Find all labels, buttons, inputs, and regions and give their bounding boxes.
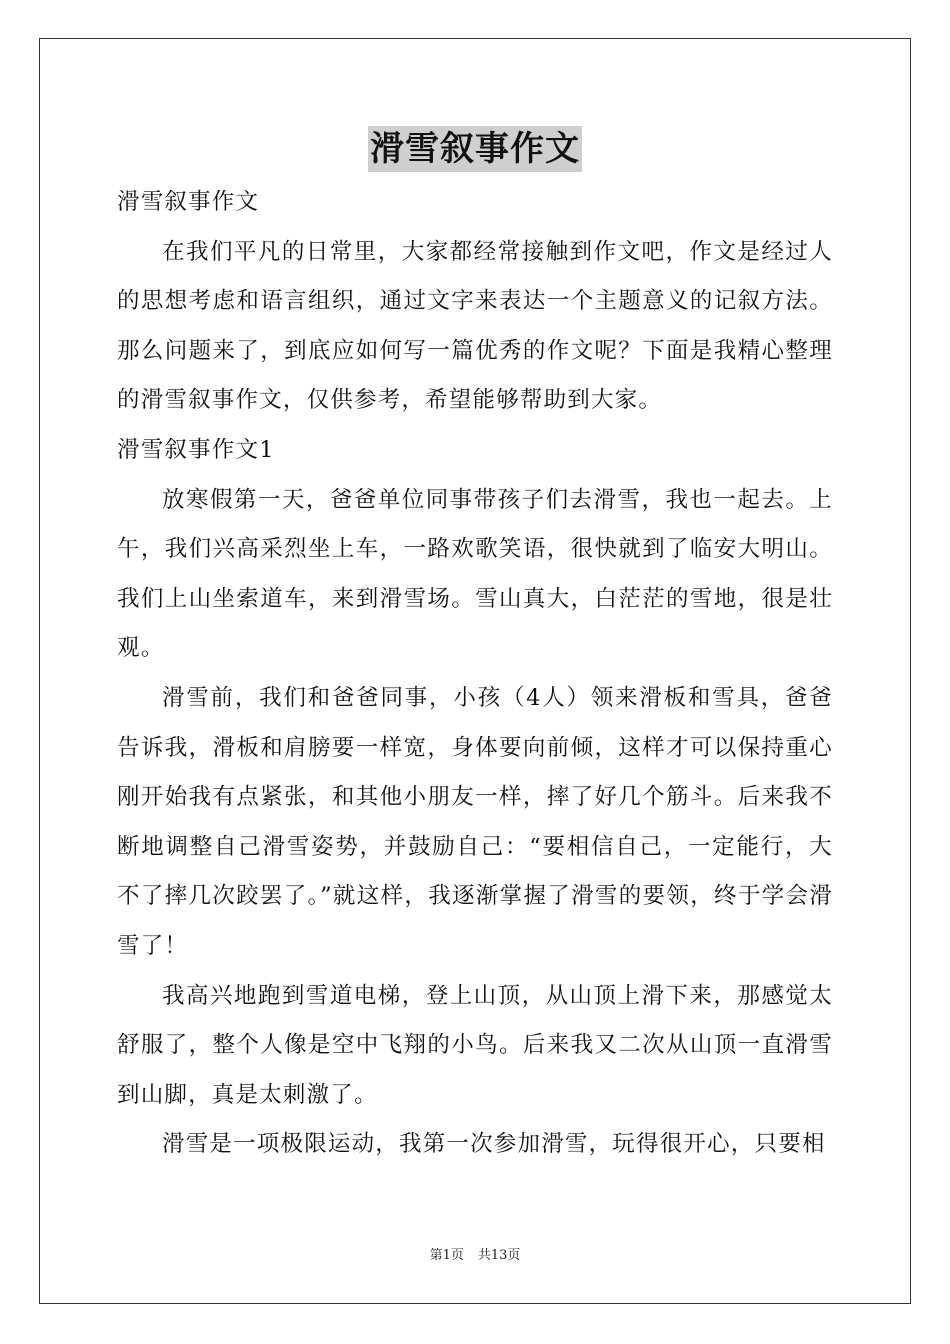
page-total: 共13页 bbox=[477, 1248, 521, 1263]
paragraph-3: 放寒假第一天，爸爸单位同事带孩子们去滑雪，我也一起去。上午，我们兴高采烈坐上车，一路欢歌笑语，很快就到了临安大明山。我们上山坐索道车，来到滑雪场。雪山真大，白茫茫的雪地，很是壮观。 bbox=[117, 486, 833, 662]
page-number: 第1页 bbox=[429, 1248, 464, 1263]
paragraph-0: 滑雪叙事作文 bbox=[117, 189, 260, 215]
document-title: 滑雪叙事作文 bbox=[368, 126, 582, 172]
paragraph-5: 我高兴地跑到雪道电梯，登上山顶，从山顶上滑下来，那感觉太舒服了，整个人像是空中飞翔的小鸟。后来我又二次从山顶一直滑雪到山脚，真是太刺激了。 bbox=[117, 982, 833, 1108]
paragraph-6: 滑雪是一项极限运动，我第一次参加滑雪，玩得很开心，只要相 bbox=[162, 1131, 826, 1158]
paragraph-4: 滑雪前，我们和爸爸同事，小孩（4人）领来滑板和雪具，爸爸告诉我，滑板和肩膀要一样宽，身体要向前倾，这样才可以保持重心刚开始我有点紧张，和其他小朋友一样，摔了好几个筋斗。后来我不断地调整自己滑雪姿势，并鼓励自己：“要相信自己，一定能行，大不了摔几次跤罢了。”就这样，我逐渐掌握了滑雪的要领，终于学会滑雪了！ bbox=[117, 684, 833, 959]
paragraph-2: 滑雪叙事作文1 bbox=[117, 436, 275, 463]
title-container bbox=[0, 126, 950, 172]
document-body bbox=[117, 178, 833, 1170]
page-footer bbox=[0, 1247, 950, 1265]
paragraph-1: 在我们平凡的日常里，大家都经常接触到作文吧，作文是经过人的思想考虑和语言组织，通过文字来表达一个主题意义的记叙方法。那么问题来了，到底应如何写一篇优秀的作文呢？下面是我精心整理的滑雪叙事作文，仅供参考，希望能够帮助到大家。 bbox=[117, 238, 833, 414]
